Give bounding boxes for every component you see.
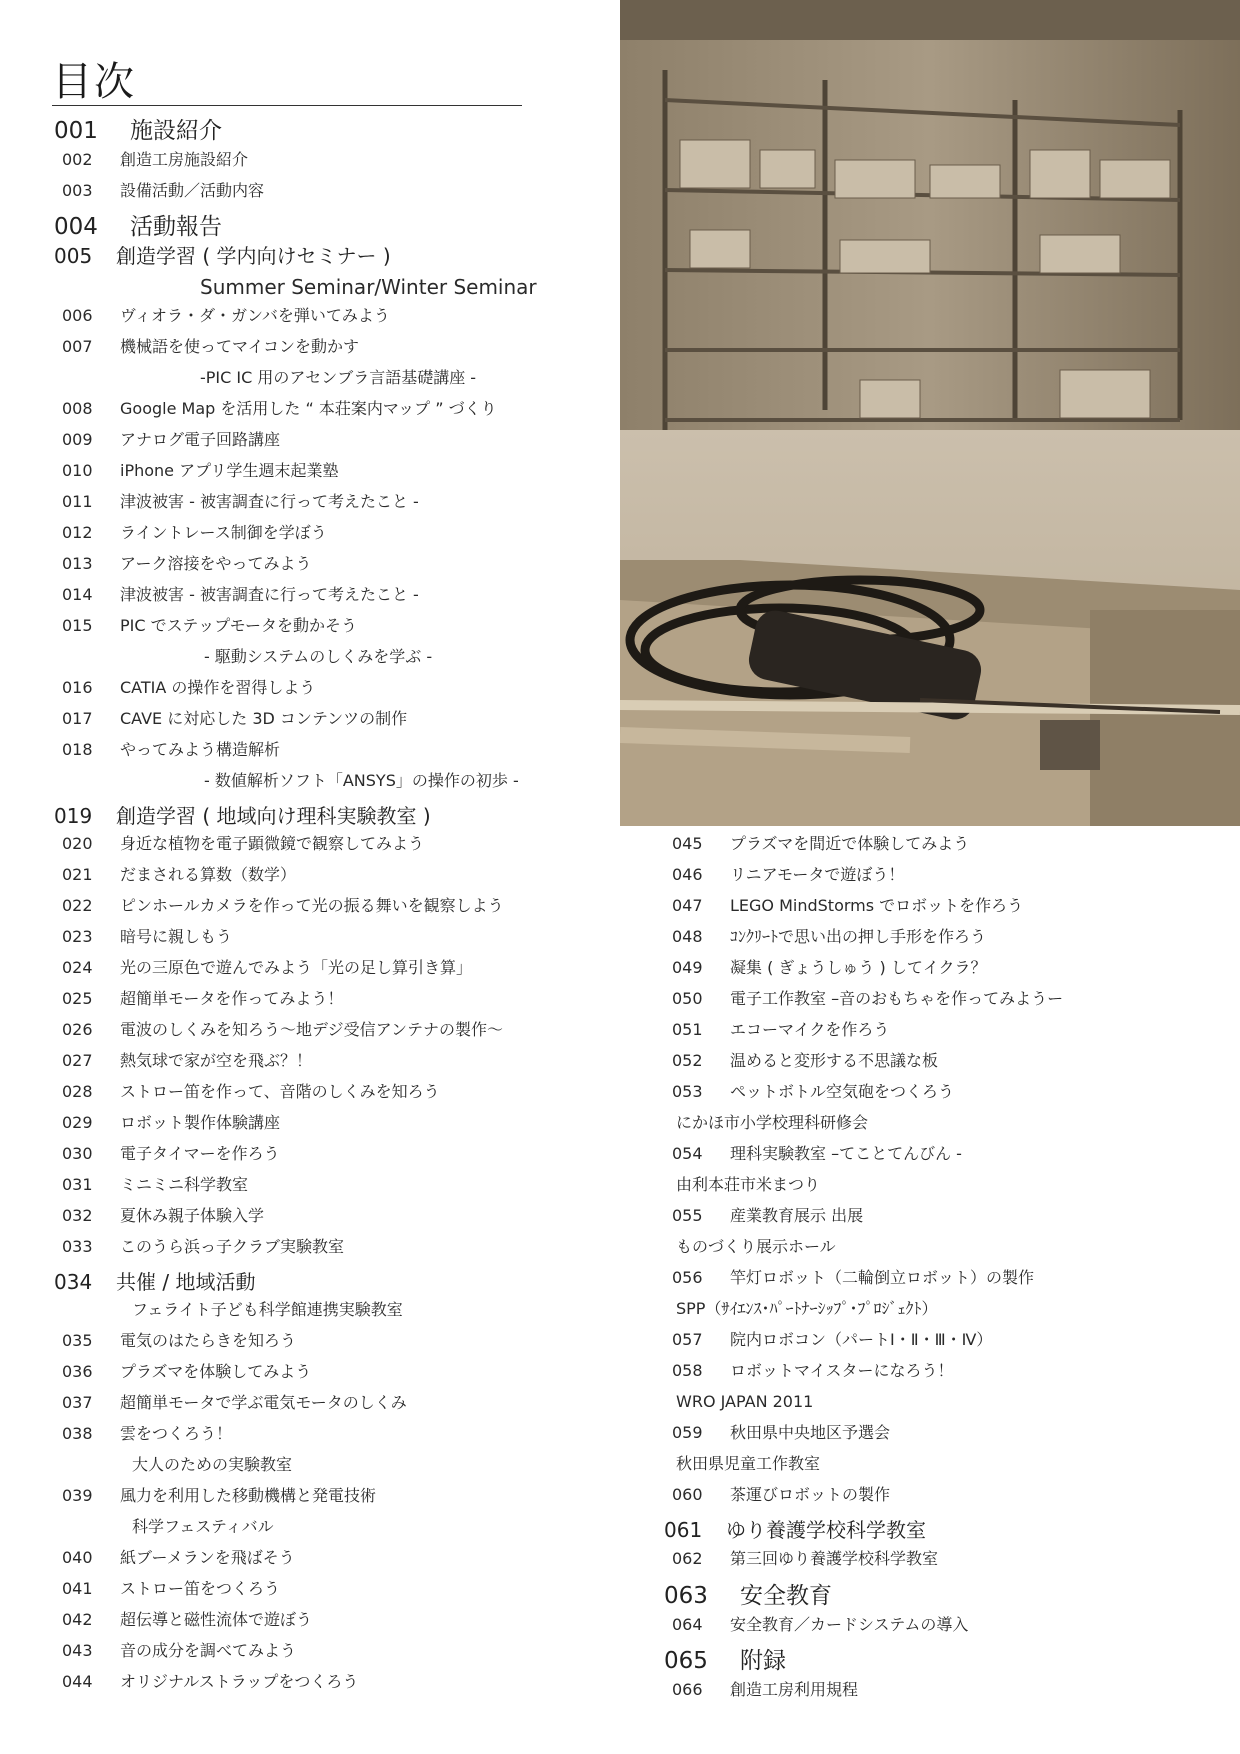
toc-page-number: 054 <box>672 1144 703 1163</box>
toc-page-number: 048 <box>672 927 703 946</box>
toc-page-number: 029 <box>62 1113 93 1132</box>
toc-entry-title: 共催 / 地域活動 <box>116 1270 256 1294</box>
toc-entry-title: 活動報告 <box>130 214 222 240</box>
toc-page-number: 046 <box>672 865 703 884</box>
toc-page-number: 041 <box>62 1579 93 1598</box>
toc-entry-title: プラズマを体験してみよう <box>120 1362 312 1381</box>
toc-page-number: 053 <box>672 1082 703 1101</box>
toc-entry-title: ヴィオラ・ダ・ガンバを弾いてみよう <box>120 306 390 325</box>
page-title: 目次 <box>52 59 136 105</box>
toc-entry-title: アーク溶接をやってみよう <box>120 554 312 573</box>
toc-page-number: 047 <box>672 896 703 915</box>
toc-page-number: 031 <box>62 1175 93 1194</box>
toc-entry-title: ｺﾝｸﾘｰﾄで思い出の押し手形を作ろう <box>730 927 987 946</box>
toc-page-number: 025 <box>62 989 93 1008</box>
toc-page-number: 003 <box>62 181 93 200</box>
toc-entry-title: オリジナルストラップをつくろう <box>120 1672 359 1691</box>
toc-page-number: 042 <box>62 1610 93 1629</box>
toc-entry-title: - 駆動システムのしくみを学ぶ - <box>204 647 433 666</box>
toc-page-number: 036 <box>62 1362 93 1381</box>
toc-page-number: 062 <box>672 1549 703 1568</box>
toc-page-number: 018 <box>62 740 93 759</box>
toc-entry-title: 雲をつくろう！ <box>120 1424 233 1443</box>
toc-entry-title: ものづくり展示ホール <box>676 1237 836 1256</box>
toc-entry-title: 暗号に親しもう <box>120 927 233 946</box>
toc-page-number: 050 <box>672 989 703 1008</box>
toc-entry-title: CAVE に対応した 3D コンテンツの制作 <box>120 709 408 728</box>
toc-page-number: 015 <box>62 616 93 635</box>
toc-page-number: 045 <box>672 834 703 853</box>
toc-entry-title: 温めると変形する不思議な板 <box>730 1051 939 1070</box>
toc-page-number: 039 <box>62 1486 93 1505</box>
toc-page-number: 020 <box>62 834 93 853</box>
toc-entry-title: 音の成分を調べてみよう <box>120 1641 297 1660</box>
toc-page-number: 006 <box>62 306 93 325</box>
toc-page-number: 016 <box>62 678 93 697</box>
toc-entry-title: プラズマを間近で体験してみよう <box>730 834 970 853</box>
toc-entry-title: 由利本荘市米まつり <box>676 1175 821 1194</box>
toc-entry-title: このうら浜っ子クラブ実験教室 <box>120 1237 345 1256</box>
toc-entry-title: CATIA の操作を習得しよう <box>120 678 316 697</box>
toc-entry-title: 創造学習 ( 学内向けセミナー ) <box>116 244 391 268</box>
toc-page-number: 058 <box>672 1361 703 1380</box>
toc-page-number: 030 <box>62 1144 93 1163</box>
toc-entry-title: 光の三原色で遊んでみよう「光の足し算引き算」 <box>120 958 473 977</box>
toc-entry-title: 安全教育／カードシステムの導入 <box>730 1615 969 1634</box>
toc-page-number: 052 <box>672 1051 703 1070</box>
toc-page-number: 051 <box>672 1020 703 1039</box>
toc-page-number: 066 <box>672 1680 703 1699</box>
toc-entry-title: 夏休み親子体験入学 <box>120 1206 265 1225</box>
toc-page-number: 022 <box>62 896 93 915</box>
toc-entry-title: エコーマイクを作ろう <box>730 1020 890 1039</box>
toc-entry-title: PIC でステップモータを動かそう <box>120 616 358 635</box>
toc-entry-title: 電気のはたらきを知ろう <box>120 1331 297 1350</box>
toc-entry-title: ライントレース制御を学ぼう <box>120 523 327 542</box>
toc-page-number: 034 <box>54 1270 93 1294</box>
toc-entry-title: 理科実験教室 –てことてんびん - <box>730 1144 962 1163</box>
toc-entry-title: 附録 <box>740 1648 786 1674</box>
toc-entry-title: ピンホールカメラを作って光の振る舞いを観察しよう <box>120 896 504 915</box>
toc-entry-title: ストロー笛をつくろう <box>120 1579 281 1598</box>
toc-page-number: 017 <box>62 709 93 728</box>
toc-entry-title: 大人のための実験教室 <box>132 1455 293 1474</box>
warehouse-photo <box>620 0 1240 826</box>
toc-page-number: 010 <box>62 461 93 480</box>
toc-entry-title: 創造工房施設紹介 <box>120 150 249 169</box>
toc-entry-title: 電子タイマーを作ろう <box>120 1144 280 1163</box>
toc-page-number: 014 <box>62 585 93 604</box>
toc-entry-title: 創造工房利用規程 <box>730 1680 859 1699</box>
toc-page-number: 032 <box>62 1206 93 1225</box>
toc-page-number: 038 <box>62 1424 93 1443</box>
toc-entry-title: Summer Seminar/Winter Seminar <box>200 275 537 299</box>
toc-entry-title: Google Map を活用した “ 本荘案内マップ ” づくり <box>120 399 497 418</box>
toc-entry-title: 安全教育 <box>740 1583 832 1609</box>
toc-entry-title: 電波のしくみを知ろう〜地デジ受信アンテナの製作〜 <box>120 1020 504 1039</box>
toc-page-number: 044 <box>62 1672 93 1691</box>
toc-page-number: 027 <box>62 1051 93 1070</box>
toc-entry-title: ペットボトル空気砲をつくろう <box>730 1082 955 1101</box>
toc-page-number: 055 <box>672 1206 703 1225</box>
toc-entry-title: 凝集 ( ぎょうしゅう ) してイクラ？ <box>730 958 987 977</box>
toc-entry-title: WRO JAPAN 2011 <box>676 1392 814 1411</box>
toc-page-number: 019 <box>54 804 93 828</box>
toc-entry-title: -PIC IC 用のアセンブラ言語基礎講座 - <box>200 368 477 387</box>
toc-page-number: 056 <box>672 1268 703 1287</box>
toc-entry-title: やってみよう構造解析 <box>120 740 281 759</box>
toc-left-column <box>54 0 614 1754</box>
toc-entry-title: 院内ロボコン（パートⅠ・Ⅱ・Ⅲ・Ⅳ） <box>730 1330 993 1349</box>
toc-entry-title: 竿灯ロボット（二輪倒立ロボット）の製作 <box>730 1268 1035 1287</box>
toc-entry-title: 創造学習 ( 地域向け理科実験教室 ) <box>116 804 431 828</box>
toc-page-number: 008 <box>62 399 93 418</box>
toc-entry-title: 産業教育展示 出展 <box>730 1206 864 1225</box>
toc-page-number: 012 <box>62 523 93 542</box>
toc-page-number: 033 <box>62 1237 93 1256</box>
toc-entry-title: ロボット製作体験講座 <box>120 1113 281 1132</box>
toc-entry-title: 機械語を使ってマイコンを動かす <box>120 337 360 356</box>
toc-page-number: 005 <box>54 244 93 268</box>
toc-page-number: 004 <box>54 214 98 240</box>
toc-entry-title: - 数値解析ソフト「ANSYS」の操作の初歩 - <box>204 771 519 790</box>
toc-page-number: 037 <box>62 1393 93 1412</box>
toc-page-number: 001 <box>54 118 98 144</box>
toc-page-number: 057 <box>672 1330 703 1349</box>
toc-entry-title: 超簡単モータで学ぶ電気モータのしくみ <box>120 1393 407 1412</box>
toc-entry-title: 秋田県児童工作教室 <box>676 1454 821 1473</box>
toc-page-number: 013 <box>62 554 93 573</box>
toc-entry-title: 津波被害 - 被害調査に行って考えたこと - <box>120 585 419 604</box>
toc-entry-title: 熱気球で家が空を飛ぶ？！ <box>120 1051 313 1070</box>
toc-page-number: 049 <box>672 958 703 977</box>
toc-entry-title: 超簡単モータを作ってみよう！ <box>120 989 344 1008</box>
toc-page-number: 064 <box>672 1615 703 1634</box>
toc-entry-title: ロボットマイスターになろう！ <box>730 1361 954 1380</box>
toc-entry-title: iPhone アプリ学生週末起業塾 <box>120 461 339 480</box>
toc-entry-title: リニアモータで遊ぼう！ <box>730 865 905 884</box>
toc-entry-title: LEGO MindStorms でロボットを作ろう <box>730 896 1024 915</box>
toc-entry-title: 茶運びロボットの製作 <box>730 1485 891 1504</box>
toc-entry-title: 風力を利用した移動機構と発電技術 <box>120 1486 377 1505</box>
toc-page-number: 023 <box>62 927 93 946</box>
toc-entry-title: 施設紹介 <box>130 118 222 144</box>
toc-entry-title: 第三回ゆり養護学校科学教室 <box>730 1549 939 1568</box>
toc-page-number: 060 <box>672 1485 703 1504</box>
toc-entry-title: 設備活動／活動内容 <box>120 181 265 200</box>
toc-entry-title: にかほ市小学校理科研修会 <box>676 1113 869 1132</box>
toc-entry-title: 身近な植物を電子顕微鏡で観察してみよう <box>120 834 425 853</box>
toc-entry-title: 秋田県中央地区予選会 <box>730 1423 891 1442</box>
toc-page-number: 009 <box>62 430 93 449</box>
toc-page-number: 021 <box>62 865 93 884</box>
toc-entry-title: 津波被害 - 被害調査に行って考えたこと - <box>120 492 419 511</box>
toc-page-number: 035 <box>62 1331 93 1350</box>
toc-page-number: 024 <box>62 958 93 977</box>
toc-page-number: 063 <box>664 1583 708 1609</box>
toc-entry-title: フェライト子ども科学館連携実験教室 <box>132 1300 403 1319</box>
toc-page-number: 011 <box>62 492 93 511</box>
toc-page-number: 040 <box>62 1548 93 1567</box>
toc-page-number: 059 <box>672 1423 703 1442</box>
toc-page-number: 043 <box>62 1641 93 1660</box>
toc-page-number: 002 <box>62 150 93 169</box>
toc-entry-title: ゆり養護学校科学教室 <box>726 1518 926 1542</box>
toc-entry-title: SPP（ｻｲｴﾝｽ･ﾊﾟｰﾄﾅｰｼｯﾌﾟ･ﾌﾟﾛｼﾞｪｸﾄ） <box>676 1299 938 1318</box>
toc-entry-title: 超伝導と磁性流体で遊ぼう <box>120 1610 313 1629</box>
toc-page-number: 026 <box>62 1020 93 1039</box>
toc-page-number: 061 <box>664 1518 703 1542</box>
toc-page-number: 007 <box>62 337 93 356</box>
toc-entry-title: ストロー笛を作って、音階のしくみを知ろう <box>120 1082 440 1101</box>
toc-page-number: 028 <box>62 1082 93 1101</box>
toc-entry-title: だまされる算数（数学） <box>120 865 297 884</box>
toc-entry-title: 電子工作教室 –音のおもちゃを作ってみようー <box>730 989 1064 1008</box>
toc-page-number: 065 <box>664 1648 708 1674</box>
toc-entry-title: アナログ電子回路講座 <box>120 430 281 449</box>
toc-entry-title: 紙ブーメランを飛ばそう <box>120 1548 295 1567</box>
toc-entry-title: 科学フェスティバル <box>132 1517 274 1536</box>
toc-entry-title: ミニミニ科学教室 <box>120 1175 249 1194</box>
